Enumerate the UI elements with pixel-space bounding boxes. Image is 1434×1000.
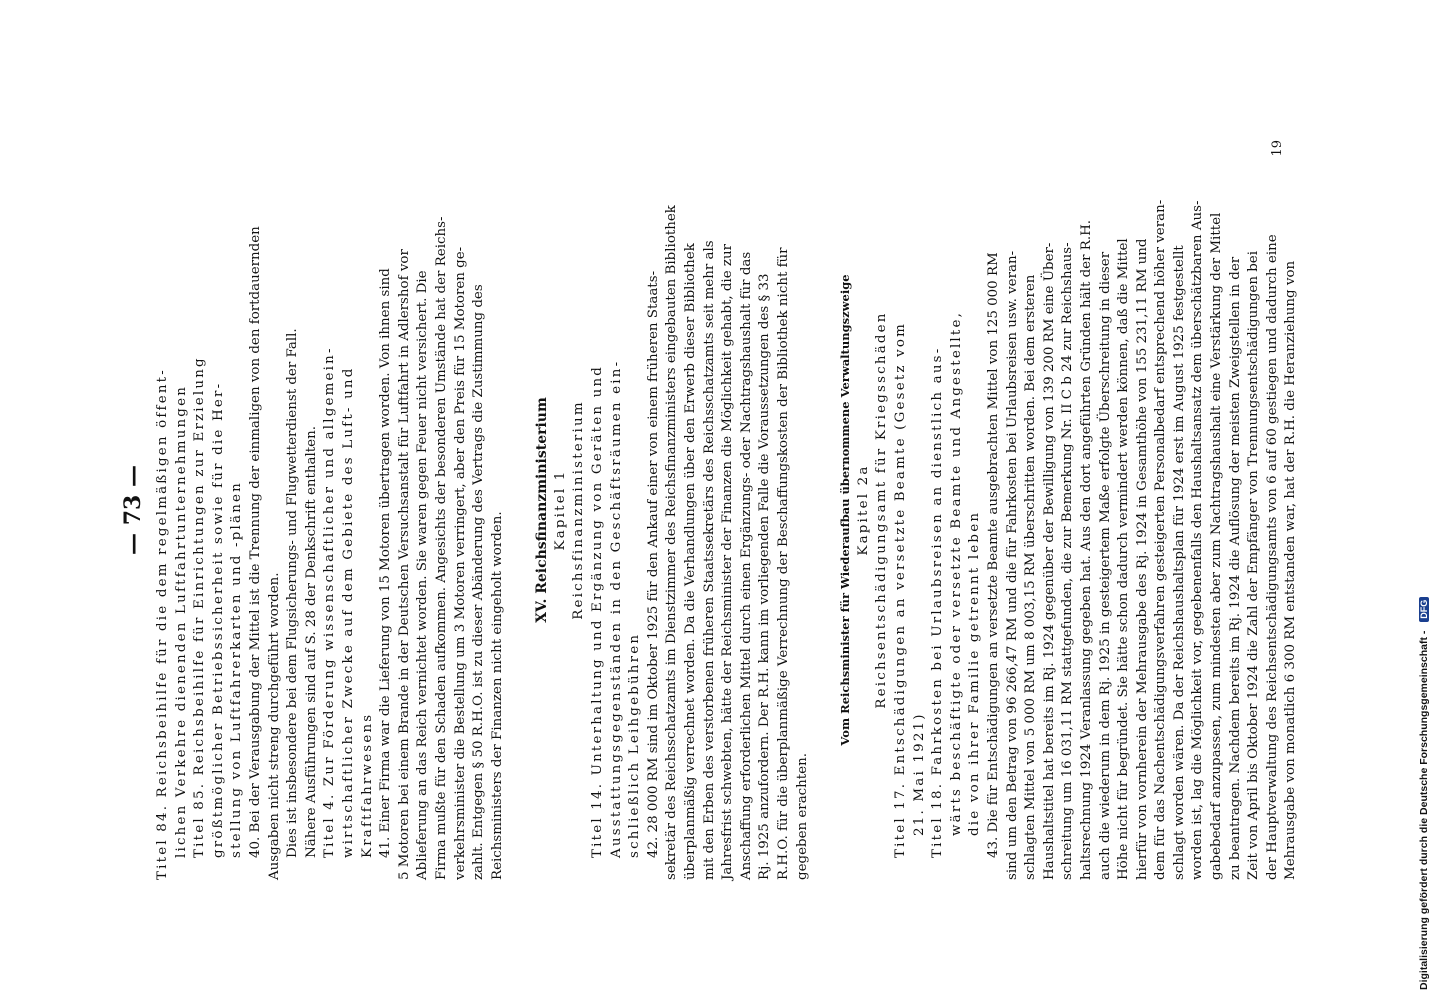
text-line: Ablieferung an das Reich vernichtet worden. Sie waren gegen Feuer nicht versichert. Die [415,270,431,880]
text-line: stellung von Luftfahrerkarten und -plänen [229,481,245,858]
text-line: sekretär des Reichsschatzamts im Dienstzimmer des Reichsfinanzministers eingebauten Bibliothek [664,205,680,880]
text-line: Höhe nicht für begründet. Sie hätte schon dadurch vermindert werden können, daß die Mittel [1116,238,1132,880]
text-line: Rj. 1925 anzufordern. Der R.H. kann im vorliegenden Falle die Voraussetzungen des § 33 [757,273,773,880]
text-line: Zeit von April bis Oktober 1924 die Zahl der Empfänger von Trennungsentschädigungen bei [1246,251,1262,880]
text-line: 40. Bei der Verausgabung der Mittel ist die Trennung der einmaligen von den fortdauernden [247,226,263,858]
text-line: Ausstattungsgegenständen in den Geschäftsräumen ein- [608,359,624,858]
text-line: Titel 18. Fahrkosten bei Urlaubsreisen an dienstlich aus- [930,346,946,858]
text-line: Reichsfinanzministerium [571,400,587,620]
text-line: verkehrsminister die Bestellung um 3 Motoren verringert, aber den Preis für 15 Motoren ge- [452,246,468,880]
text-line: Anschaffung erforderlichen Mittel durch einen Ergänzungs- oder Nachtragshaushalt für das [738,251,754,880]
text-line: 42. 28 000 RM sind im Oktober 1925 für den Ankauf einer von einem früheren Staats- [645,270,661,858]
text-line: Kapitel 1 [552,469,568,551]
rotated-text-block [120,140,1300,880]
text-line: dem für das Nachentschädigungsverfahren gesteigerten Personalbedarf entsprechend höher veran- [1153,199,1169,880]
text-line [812,140,824,880]
text-line: die von ihrer Familie getrennt leben [967,510,983,836]
text-line: lichen Verkehre dienenden Luftfahrtunternehmungen [173,384,189,858]
text-line: zahlt. Entgegen § 50 R.H.O. ist zu dieser Abänderung des Vertrags die Zustimmung des [471,284,487,880]
text-line: Titel 17. Entschädigungen an versetzte Beamte (Gesetz vom [892,321,908,858]
dfg-stamp [1418,0,1430,990]
text-body [154,140,1301,880]
text-line [507,140,519,880]
text-line: Ausgaben nicht streng durchgeführt worden. [266,572,282,880]
text-line: 43. Die für Entschädigungen an versetzte Beamte ausgebrachten Mittel von 125 000 RM [985,252,1001,858]
text-line: Jahresfrist schwebten, hätte der Reichsminister der Finanzen die Möglichkeit gehabt, die zur [720,244,736,880]
text-line: schlagt worden wären. Da der Reichshaushaltsplan für 1924 erst im August 1925 festgestellt [1171,245,1187,880]
text-line: wirtschaftlicher Zwecke auf dem Gebiete des Luft- und [340,366,356,858]
text-line: wärts beschäftigte oder versetzte Beamte und Angestellte, [948,310,964,836]
text-line: Titel 84. Reichsbeihilfe für die dem regelmäßigen öffent- [155,368,170,880]
section-heading: Vom Reichsminister für Wiederaufbau übernommene Verwaltungszweige [838,274,853,746]
section-heading: XV. Reichsfinanzministerium [534,397,551,623]
text-line: überplanmäßig verrechnet worden. Da die Verhandlungen über den Erwerb dieser Bibliothek [683,243,699,880]
text-line: haltsrechnung 1924 Veranlassung gegeben hat. Aus den dort angeführten Gründen hält der R.H. [1078,219,1094,880]
text-line: 41. Einer Firma war die Lieferung von 15 Motoren übertragen worden. Von ihnen sind [378,268,394,858]
text-line: 21. Mai 1921) [911,712,927,836]
text-line: auch die wiederum in dem Rj. 1925 in gesteigertem Maße erfolgte Überschreitung in dieser [1097,251,1113,880]
text-line: gabebedarf anzupassen, zum mindesten aber zum Nachtragshaushalt eine Verstärkung der Mittel [1209,212,1225,880]
text-line: Reichsentschädigungsamt für Kriegsschäden [874,311,890,709]
text-line: mit den Erben des verstorbenen früheren Staatssekretärs des Reichsschatzamts seit mehr als [701,240,717,880]
text-line: zu beantragen. Nachdem bereits im Rj. 1924 die Auflösung der meisten Zweigstellen in der [1227,256,1243,880]
text-line: R.H.O. für die überplanmäßige Verrechnung der Beschaffungskosten der Bibliothek nicht für [776,247,791,880]
text-line: Kapitel 2a [855,464,871,556]
text-line: gegeben erachten. [794,753,810,880]
text-line: schließlich Leihgebühren [627,632,643,858]
text-line: Reichsministers der Finanzen nicht eingeholt worden. [489,511,505,880]
text-line: Titel 14. Unterhaltung und Ergänzung von Geräten und [590,364,606,858]
text-line: sind um den Betrag von 96 266,47 RM und die für Fahrkosten bei Urlaubsreisen usw. veran- [1004,250,1020,880]
text-line: Nähere Ausführungen sind auf S. 28 der Denkschrift enthalten. [303,426,319,858]
text-line: Firma mußte für den Schaden aufkommen. Angesichts der besonderen Umstände hat der Reichs- [433,216,449,880]
text-line: schlagten Mittel von 5 000 RM um 8 003,15 RM überschritten worden. Bei dem ersteren [1023,274,1039,880]
footer-number: 19 [1270,140,1285,157]
text-line: Titel 4. Zur Förderung wissenschaftlicher und allgemein- [322,346,338,858]
text-line: Titel 85. Reichsbeihilfe für Einrichtungen zur Erzielung [192,356,208,858]
text-line: der Hauptverwaltung des Reichsentschädigungsamts von 6 auf 60 gestiegen und dadurch eine [1264,234,1280,880]
text-line: schreitung um 16 031,11 RM stattgefunden, die zur Bemerkung Nr. II C b 24 zur Reichshaus- [1060,242,1076,880]
text-line: größtmöglicher Betriebssicherheit sowie für die Her- [210,381,226,858]
text-line: Kraftfahrwesens [359,712,375,858]
dfg-logo: DFG [1419,597,1429,622]
text-line: Dies ist insbesondere bei dem Flugsicherungs- und Flugwetterdienst der Fall. [285,328,301,858]
text-line: worden ist, lag die Möglichkeit vor, gegebenenfalls den Haushaltsansatz dem überschätzbaren Aus- [1190,200,1206,880]
text-line: 5 Motoren bei einem Brande in der Deutschen Versuchsanstalt für Luftfahrt in Adlershof vor [396,249,412,880]
page-number: — 73 — [120,465,146,555]
text-line: Mehrausgabe von monatlich 6 300 RM entstanden war, hat der R.H. die Heranziehung von [1283,260,1299,880]
text-line: Haushaltstitel hat bereits im Rj. 1924 gegenüber der Bewilligung von 139 200 RM eine Über- [1041,242,1057,880]
stamp-text: Digitalisierung gefördert durch die Deutsche Forschungsgemeinschaft - [1418,630,1430,990]
text-line: hierfür von vornherein der Mehrausgabe des Rj. 1924 in Gesamthöhe von 155 231,11 RM und [1134,238,1150,880]
